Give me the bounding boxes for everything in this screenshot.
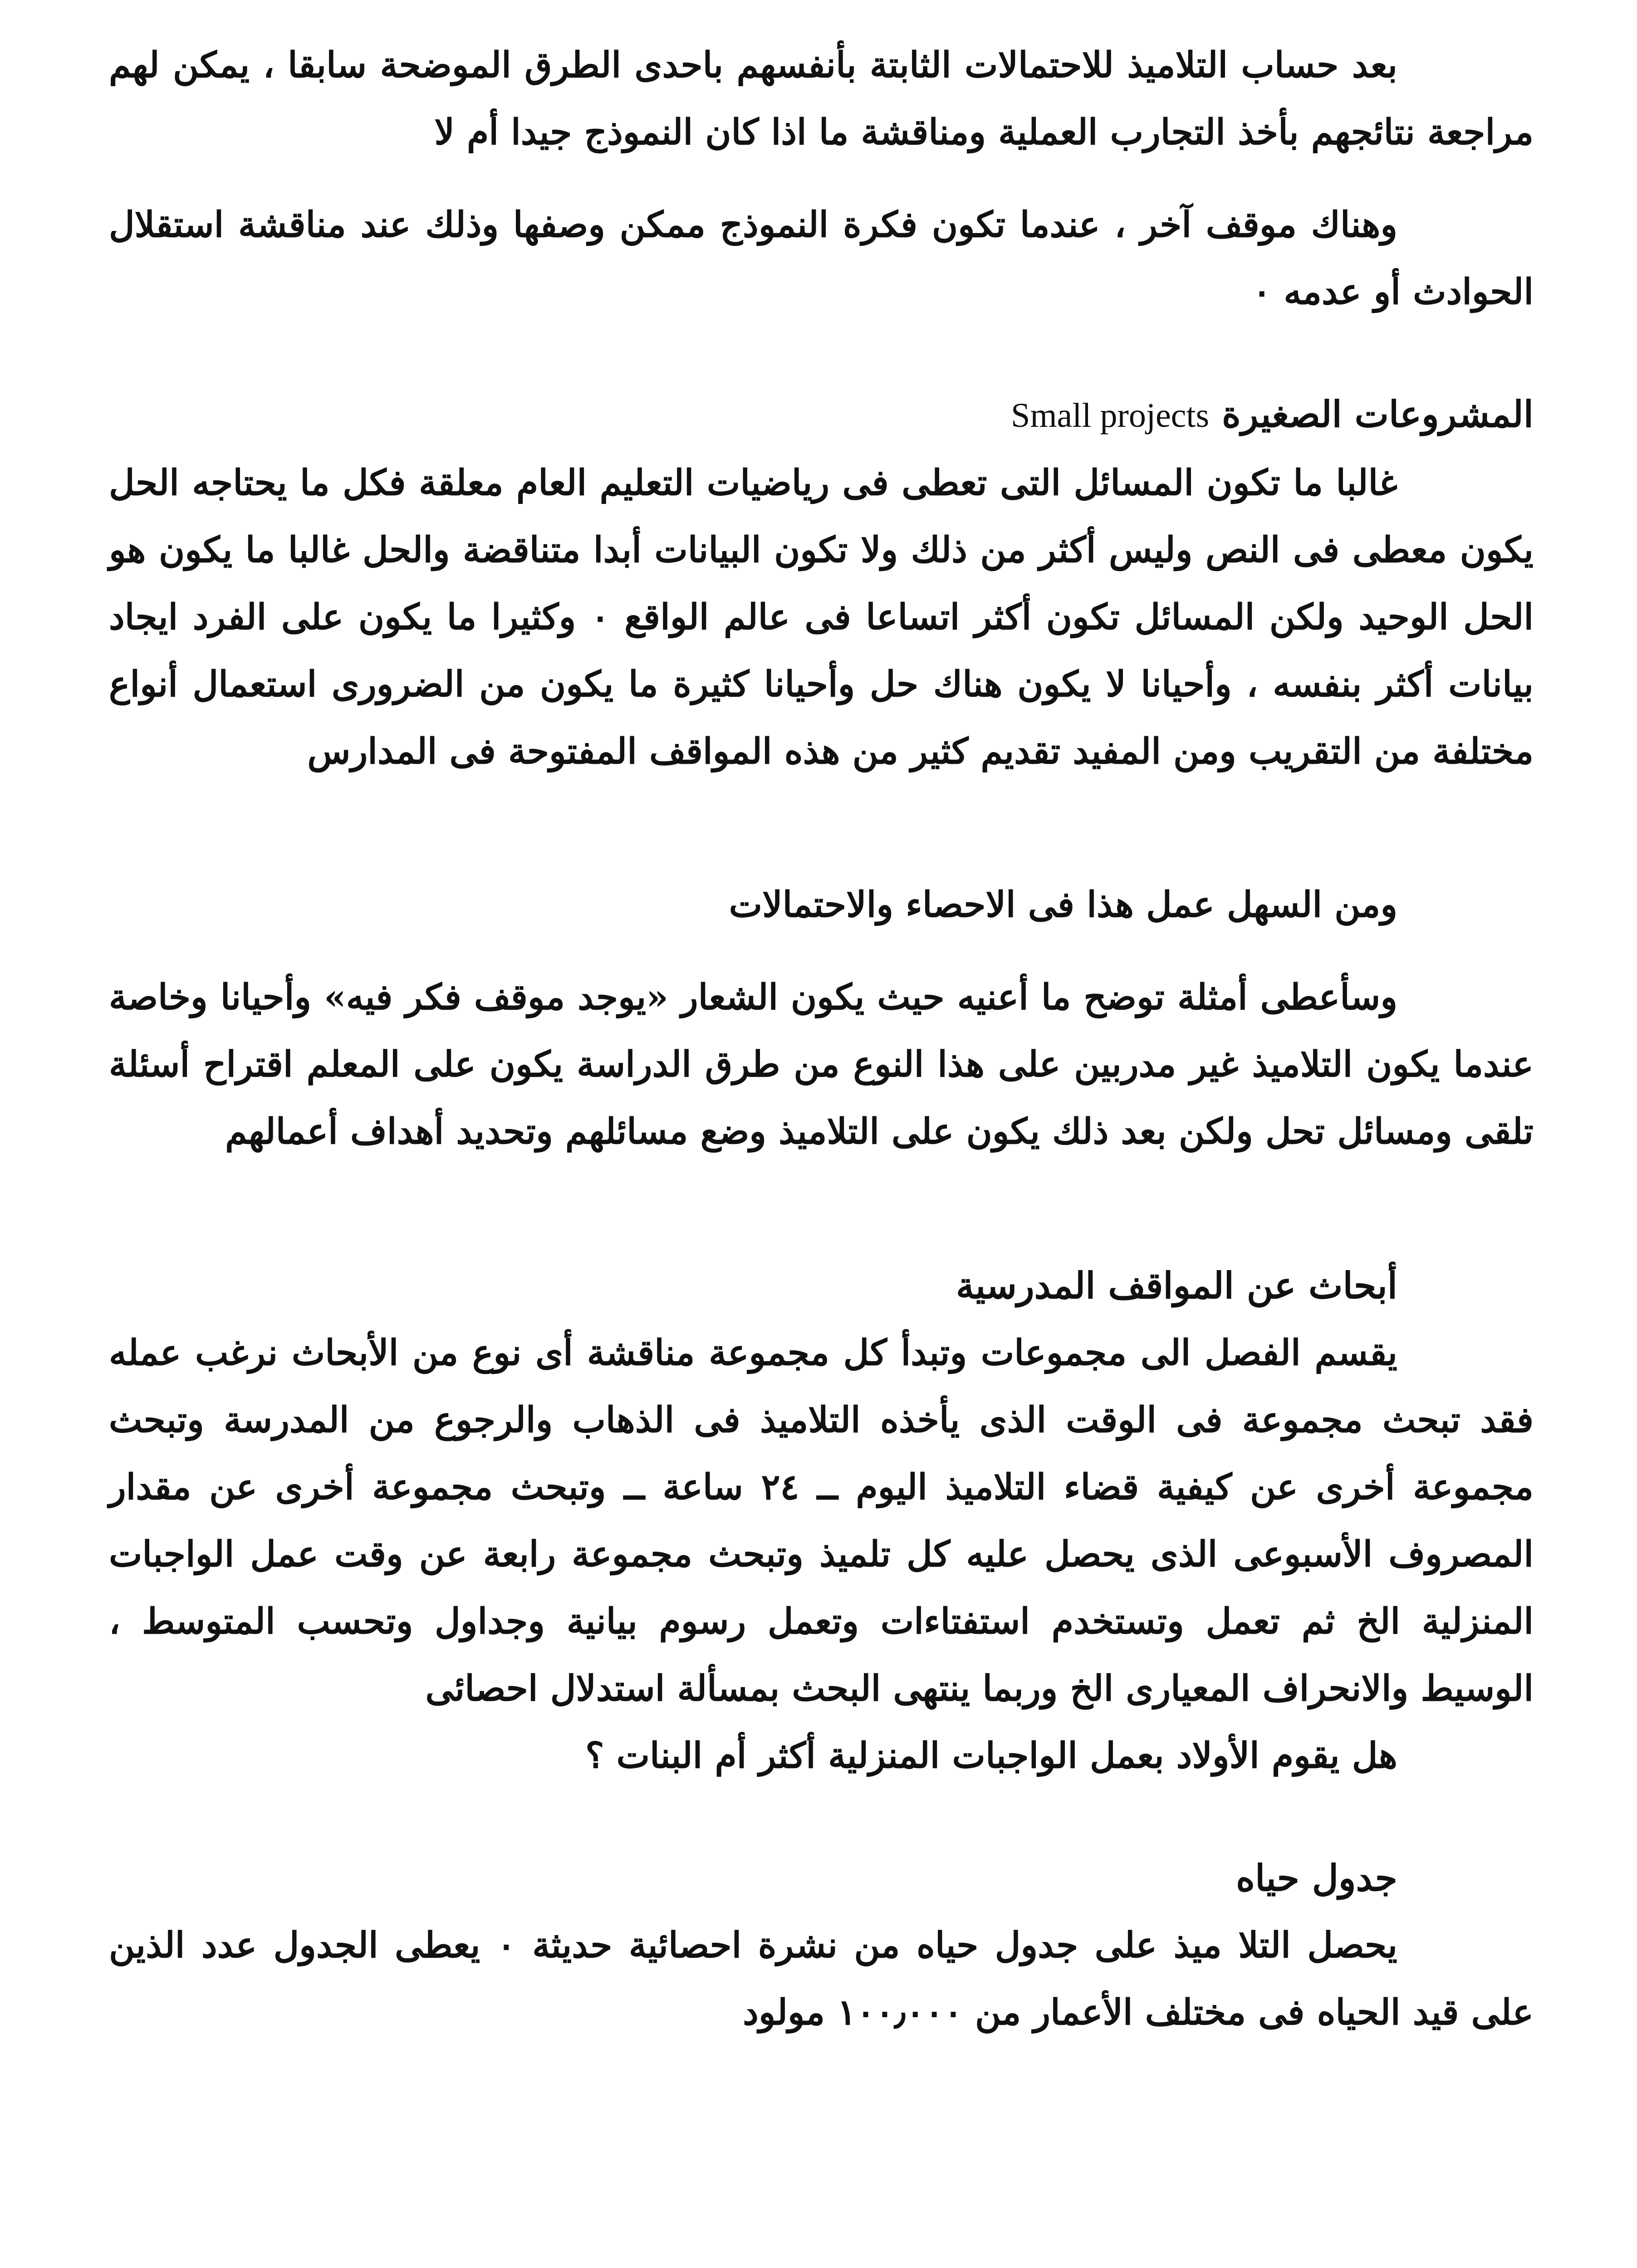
small-projects-english-title: Small projects	[1011, 396, 1210, 435]
document-page	[109, 32, 1534, 2046]
spacer	[109, 938, 1534, 964]
paragraph-probability-experiments: بعد حساب التلاميذ للاحتمالات الثابتة بأنفسهم باحدى الطرق الموضحة سابقا ، يمكن لهم مراجعة نتائجهم بأخذ التجارب العملية ومناقشة ما اذا كان النموذج جيدا أم لا	[109, 44, 1534, 153]
paragraph-independence-of-events: وهناك موقف آخر ، عندما تكون فكرة النموذج ممكن وصفها وذلك عند مناقشة استقلال الحوادث أو عدمه ٠	[109, 204, 1534, 313]
section-heading-life-table: جدول حياه	[1236, 1857, 1397, 1899]
paragraph-open-problems: غالبا ما تكون المسائل التى تعطى فى رياضيات التعليم العام معلقة فكل ما يحتاجه الحل يكون معطى فى النص وليس أكثر من ذلك ولا تكون البيانات أبدا متناقضة والحل غالبا ما يكون هو الحل الوحيد ولكن المسائل تكون أكثر اتساعا فى عالم الواقع ٠ وكثيرا ما يكون على الفرد ايجاد بيانات أكثر بنفسه ، وأحيانا لا يكون هناك حل وأحيانا كثيرة ما يكون من الضرورى استعمال أنواع مختلفة من التقريب ومن المفيد تقديم كثير من هذه المواقف المفتوحة فى المدارس	[109, 462, 1534, 772]
spacer	[109, 166, 1534, 191]
paragraph-life-table: يحصل التلا ميذ على جدول حياه من نشرة احصائية حديثة ٠ يعطى الجدول عدد الذين على قيد الحياه فى مختلف الأعمار من ١٠٠٫٠٠٠ مولود	[109, 1925, 1534, 2033]
spacer	[109, 326, 1534, 380]
small-projects-arabic-title: المشروعات الصغيرة	[1221, 393, 1534, 435]
section-heading-school-research: أبحاث عن المواقف المدرسية	[956, 1264, 1397, 1307]
section-heading-small-projects	[109, 380, 1534, 450]
spacer	[109, 785, 1534, 871]
paragraph-examples-slogan: وسأعطى أمثلة توضح ما أعنيه حيث يكون الشعار «يوجد موقف فكر فيه» وأحيانا وخاصة عندما يكون التلاميذ غير مدربين على هذا النوع من طرق الدراسة يكون على المعلم اقتراح أسئلة تلقى ومسائل تحل ولكن بعد ذلك يكون على التلاميذ وضع مسائلهم وتحديد أهداف أعمالهم	[109, 977, 1534, 1152]
spacer	[109, 1165, 1534, 1251]
spacer	[109, 1789, 1534, 1844]
paragraph-statistics-easy: ومن السهل عمل هذا فى الاحصاء والاحتمالات	[729, 884, 1397, 925]
paragraph-group-research: يقسم الفصل الى مجموعات وتبدأ كل مجموعة مناقشة أى نوع من الأبحاث نرغب عمله فقد تبحث مجموعة فى الوقت الذى يأخذه التلاميذ فى الذهاب والرجوع من المدرسة وتبحث مجموعة أخرى عن كيفية قضاء التلاميذ اليوم ــ ٢٤ ساعة ــ وتبحث مجموعة أخرى عن مقدار المصروف الأسبوعى الذى يحصل عليه كل تلميذ وتبحث مجموعة رابعة عن وقت عمل الواجبات المنزلية الخ ثم تعمل وتستخدم استفتاءات وتعمل رسوم بيانية وجداول وتحسب المتوسط ، الوسيط والانحراف المعيارى الخ وربما ينتهى البحث بمسألة استدلال احصائى	[109, 1332, 1534, 1709]
paragraph-homework-question: هل يقوم الأولاد بعمل الواجبات المنزلية أكثر أم البنات ؟	[585, 1735, 1397, 1776]
